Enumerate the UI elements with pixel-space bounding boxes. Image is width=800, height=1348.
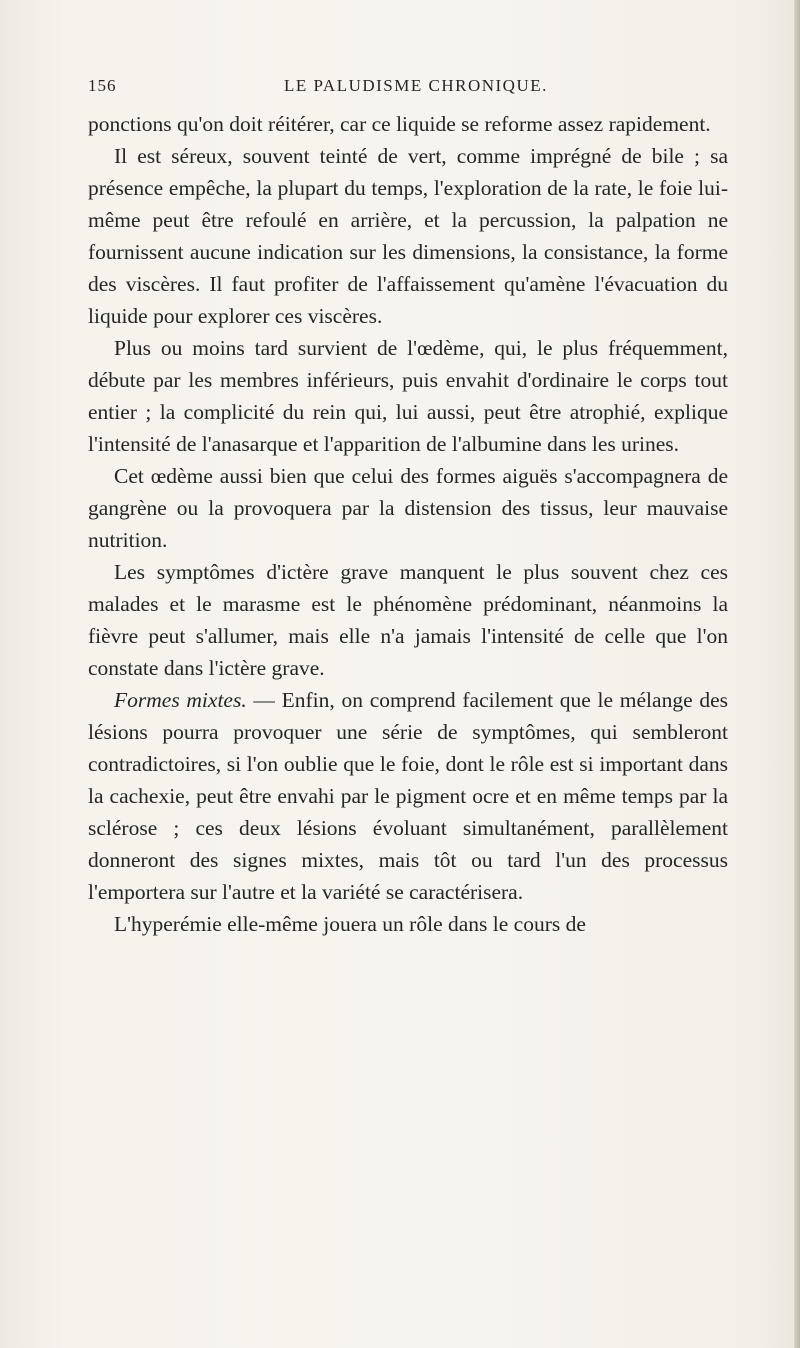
page-header [88,76,728,100]
paragraph-last-line [88,908,728,940]
paragraph-text: ponctions qu'on doit réitérer, car ce liquide se reforme assez rapidement. [88,112,711,136]
paragraph [88,556,728,684]
page-edge [794,0,800,1348]
paragraph-text: — Enfin, on comprend facilement que le mélange des lésions pourra provoquer une série de symptômes, qui sembleront contradictoires, si l'on oublie que le foie, dont le rôle est si important dans la cachexie, peut être envahi par le pigment ocre et en même temps par la sclérose ; ces deux lésions évoluant simultanément, parallèlement donneront des signes mixtes, mais tôt ou tard l'un des processus l'emportera sur l'autre et la variété se caractérisera. [88,688,728,904]
paragraph-formes-mixtes [88,684,728,908]
paragraph-text: Plus ou moins tard survient de l'œdème, qui, le plus fréquemment, débute par les membres inférieurs, puis envahit d'ordinaire le corps tout entier ; la complicité du rein qui, lui aussi, peut être atrophié, explique l'intensité de l'anasarque et l'apparition de l'albumine dans les urines. [88,336,728,456]
running-title: LE PALUDISME CHRONIQUE. [284,76,548,95]
section-heading: Formes mixtes. [114,688,247,712]
paragraph-text: Il est séreux, souvent teinté de vert, comme imprégné de bile ; sa présence empêche, la plupart du temps, l'exploration de la rate, le foie lui-même peut être refoulé en arrière, et la percussion, la palpation ne fournissent aucune indication sur les dimensions, la consistance, la forme des viscères. Il faut profiter de l'affaissement qu'amène l'évacuation du liquide pour explorer ces viscères. [88,144,728,328]
body-text [88,108,728,940]
paragraph-text: Cet œdème aussi bien que celui des formes aiguës s'accompagnera de gangrène ou la provoquera par la distension des tissus, leur mauvaise nutrition. [88,464,728,552]
paragraph-text: L'hyperémie elle-même jouera un rôle dans le cours de [114,912,586,936]
paragraph-continuation [88,108,728,140]
page-number: 156 [88,76,117,95]
paragraph [88,460,728,556]
paragraph [88,332,728,460]
paragraph [88,140,728,332]
paragraph-text: Les symptômes d'ictère grave manquent le plus souvent chez ces malades et le marasme est le phénomène prédominant, néanmoins la fièvre peut s'allumer, mais elle n'a jamais l'intensité de celle que l'on constate dans l'ictère grave. [88,560,728,680]
